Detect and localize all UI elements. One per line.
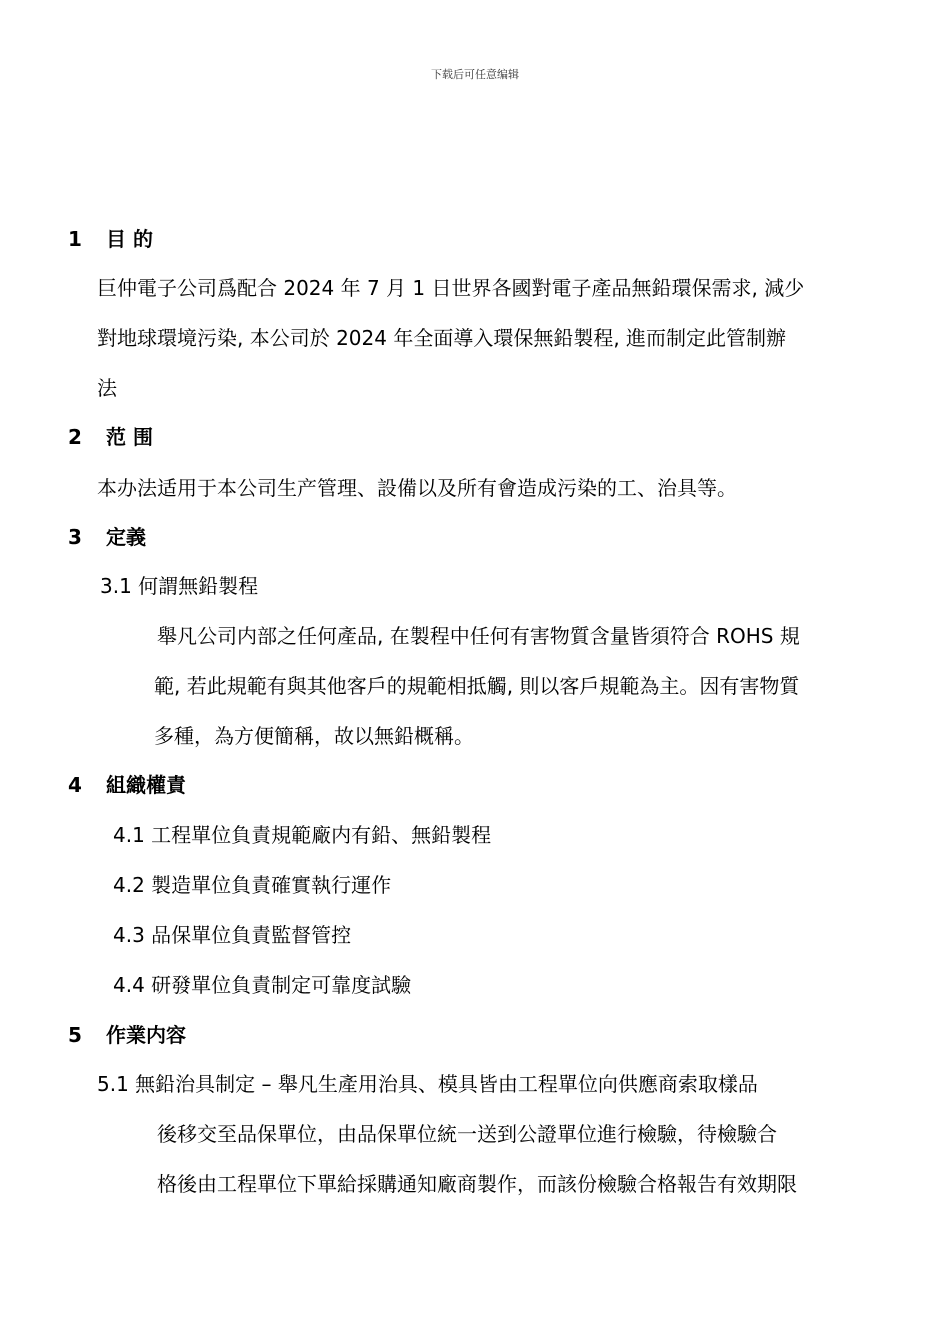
section-1-line-1: 巨仲電子公司爲配合 2024 年 7 月 1 日世界各國對電子產品無鉛環保需求, 減少: [97, 276, 805, 300]
section-3-line-1: 舉凡公司内部之任何產品, 在製程中任何有害物質含量皆須符合 ROHS 規: [157, 624, 800, 648]
section-1-line-3: 法: [97, 376, 117, 400]
section-2-heading: [68, 424, 153, 450]
section-3-number: 3: [68, 525, 82, 549]
section-1-line-2: 對地球環境污染, 本公司於 2024 年全面導入環保無鉛製程, 進而制定此管制辦: [97, 326, 787, 350]
section-5-heading: [68, 1022, 186, 1048]
section-1-heading: [68, 226, 153, 252]
section-4-title: 組織權責: [106, 773, 186, 797]
section-3-line-3: 多種，為方便簡稱，故以無鉛概稱。: [154, 724, 474, 748]
section-5-title: 作業内容: [106, 1023, 186, 1047]
section-4-heading: [68, 772, 186, 798]
section-4-number: 4: [68, 773, 82, 797]
section-5-subtitle: 5.1 無鉛治具制定 – 舉凡生產用治具、模具皆由工程單位向供應商索取樣品: [97, 1072, 758, 1096]
section-5-line-2: 格後由工程單位下單給採購通知廠商製作，而該份檢驗合格報告有效期限: [157, 1172, 797, 1196]
section-5-number: 5: [68, 1023, 82, 1047]
section-5-line-1: 後移交至品保單位，由品保單位統一送到公證單位進行檢驗，待檢驗合: [157, 1122, 777, 1146]
section-3-line-2: 範, 若此規範有與其他客戶的規範相抵觸, 則以客戶規範為主。因有害物質: [154, 674, 800, 698]
section-4-item-3: 4.3 品保單位負責監督管控: [113, 923, 352, 947]
header-note: 下载后可任意编辑: [431, 68, 519, 81]
section-4-item-4: 4.4 研發單位負責制定可靠度試驗: [113, 973, 412, 997]
section-2-number: 2: [68, 425, 82, 449]
section-1-number: 1: [68, 227, 82, 251]
section-4-item-2: 4.2 製造單位負責確實執行運作: [113, 873, 392, 897]
section-2-title: 范 围: [106, 425, 153, 449]
section-3-title: 定義: [106, 525, 146, 549]
section-3-subtitle: 3.1 何謂無鉛製程: [100, 574, 259, 598]
section-3-heading: [68, 524, 146, 550]
section-1-title: 目 的: [106, 227, 153, 251]
section-4-item-1: 4.1 工程單位負責規範廠内有鉛、無鉛製程: [113, 823, 492, 847]
section-2-line-1: 本办法适用于本公司生产管理、設備以及所有會造成污染的工、治具等。: [97, 476, 737, 500]
